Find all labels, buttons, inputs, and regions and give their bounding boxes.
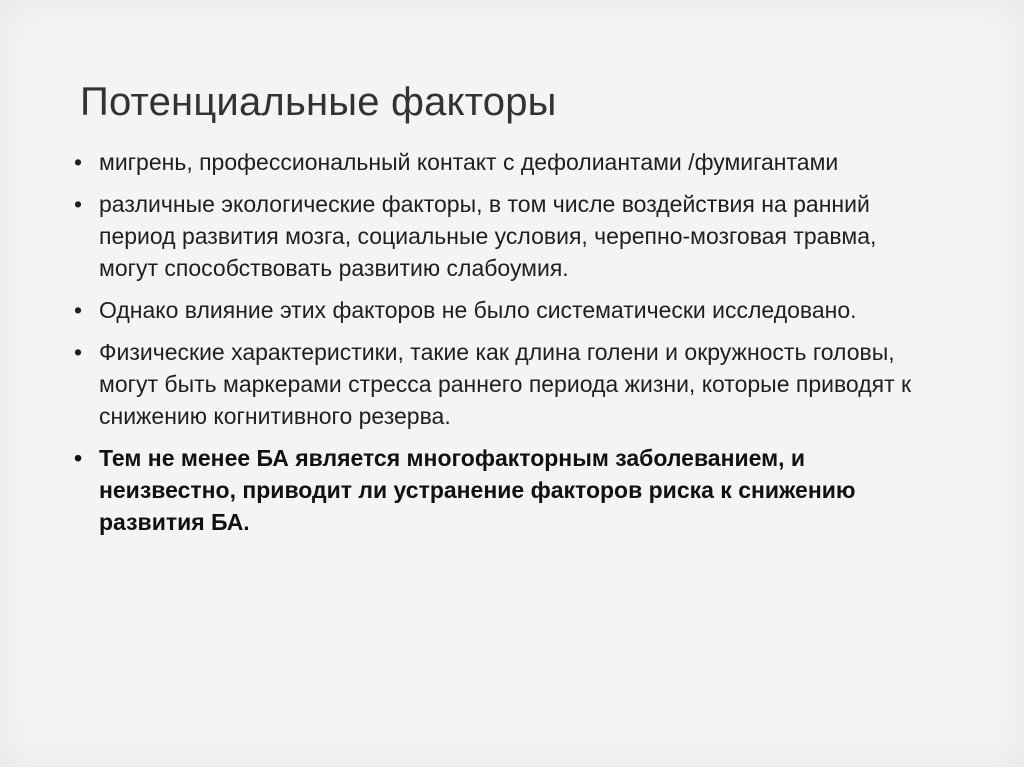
bullet-list xyxy=(74,146,934,548)
bullet-marker: • xyxy=(74,297,83,323)
bullet-item xyxy=(74,336,934,432)
bullet-marker: • xyxy=(74,149,83,175)
bullet-text: мигрень, профессиональный контакт с дефолиантами /фумигантами xyxy=(99,149,839,175)
bullet-marker: • xyxy=(74,339,83,365)
bullet-item xyxy=(74,146,934,178)
bullet-marker: • xyxy=(74,191,83,217)
bullet-item xyxy=(74,188,934,284)
bullet-text: Физические характеристики, такие как длина голени и окружность головы, могут быть маркерами стресса раннего периода жизни, которые приводят к снижению когнитивного резерва. xyxy=(99,339,912,429)
bullet-text: различные экологические факторы, в том числе воздействия на ранний период развития мозга, социальные условия, черепно-мозговая травма, могут способствовать развитию слабоумия. xyxy=(99,191,877,281)
bullet-item xyxy=(74,442,934,538)
bullet-marker: • xyxy=(74,445,83,471)
bullet-text: Однако влияние этих факторов не было систематически исследовано. xyxy=(99,297,857,323)
bullet-item xyxy=(74,294,934,326)
bullet-text: Тем не менее БА является многофакторным заболеванием, и неизвестно, приводит ли устранение факторов риска к снижению развития БА. xyxy=(99,445,856,535)
slide-title: Потенциальные факторы xyxy=(80,80,557,124)
